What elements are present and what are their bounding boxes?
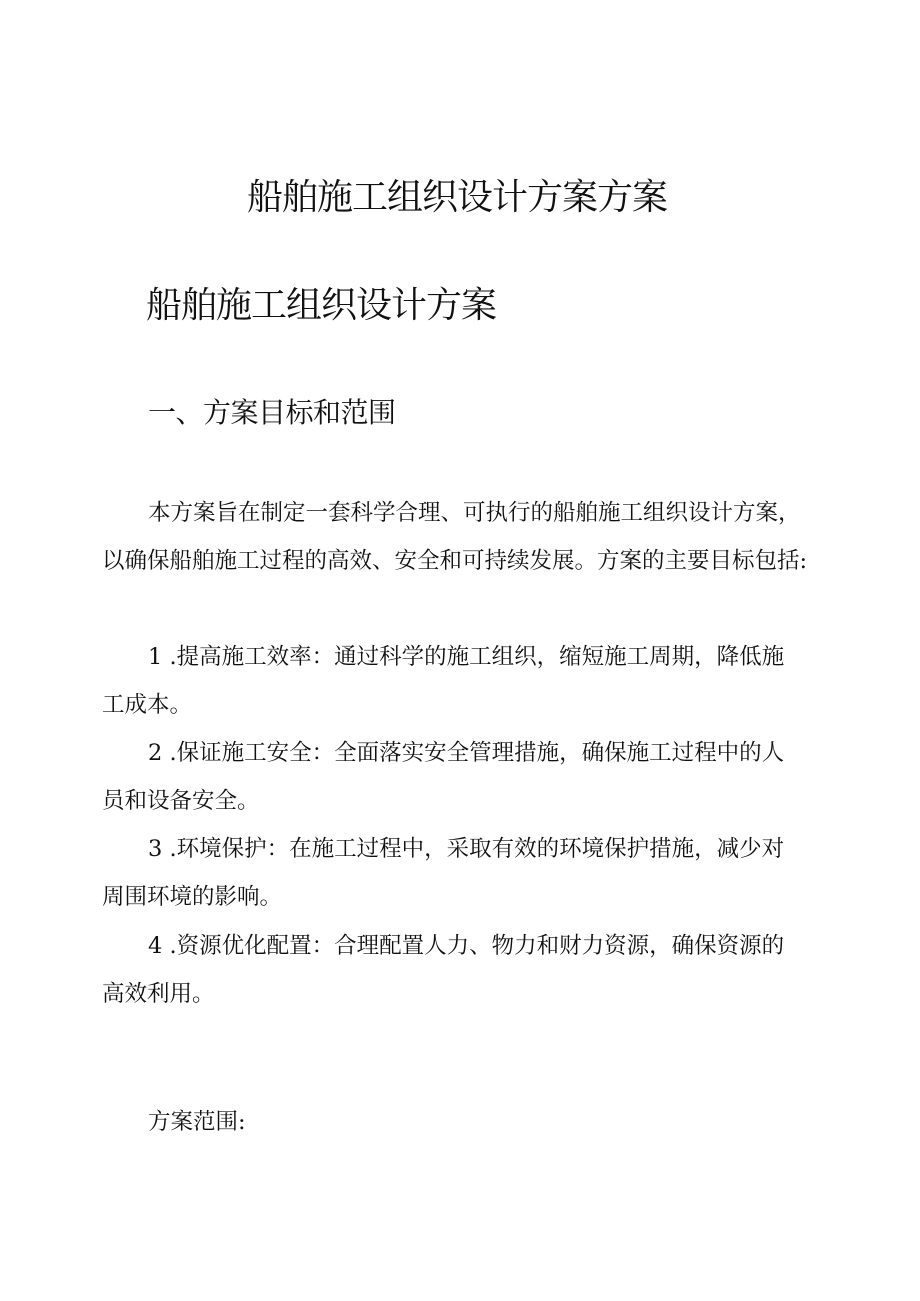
objective-item-1-line: 工成本。 [102,692,193,718]
objective-item-2-line: 员和设备安全。 [102,788,260,814]
objective-item-2-line: 2 .保证施工安全：全面落实安全管理措施，确保施工过程中的人 [148,740,785,766]
objective-item-4-line: 高效利用。 [102,981,215,1007]
section-heading: 一、方案目标和范围 [148,396,396,429]
objective-item-1-line: 1 .提高施工效率：通过科学的施工组织，缩短施工周期，降低施 [148,644,785,670]
intro-paragraph-line: 以确保船舶施工过程的高效、安全和可持续发展。方案的主要目标包括: [102,548,808,574]
objective-item-4-line: 4 .资源优化配置：合理配置人力、物力和财力资源，确保资源的 [148,933,785,959]
intro-paragraph-line: 本方案旨在制定一套科学合理、可执行的船舶施工组织设计方案， [148,500,801,526]
document-title: 船舶施工组织设计方案方案 [247,177,668,218]
scope-label: 方案范围: [148,1109,246,1135]
document-subtitle: 船舶施工组织设计方案 [146,285,497,326]
objective-item-3-line: 3 .环境保护：在施工过程中，采取有效的环境保护措施，减少对 [148,836,785,862]
objective-item-3-line: 周围环境的影响。 [102,884,283,910]
